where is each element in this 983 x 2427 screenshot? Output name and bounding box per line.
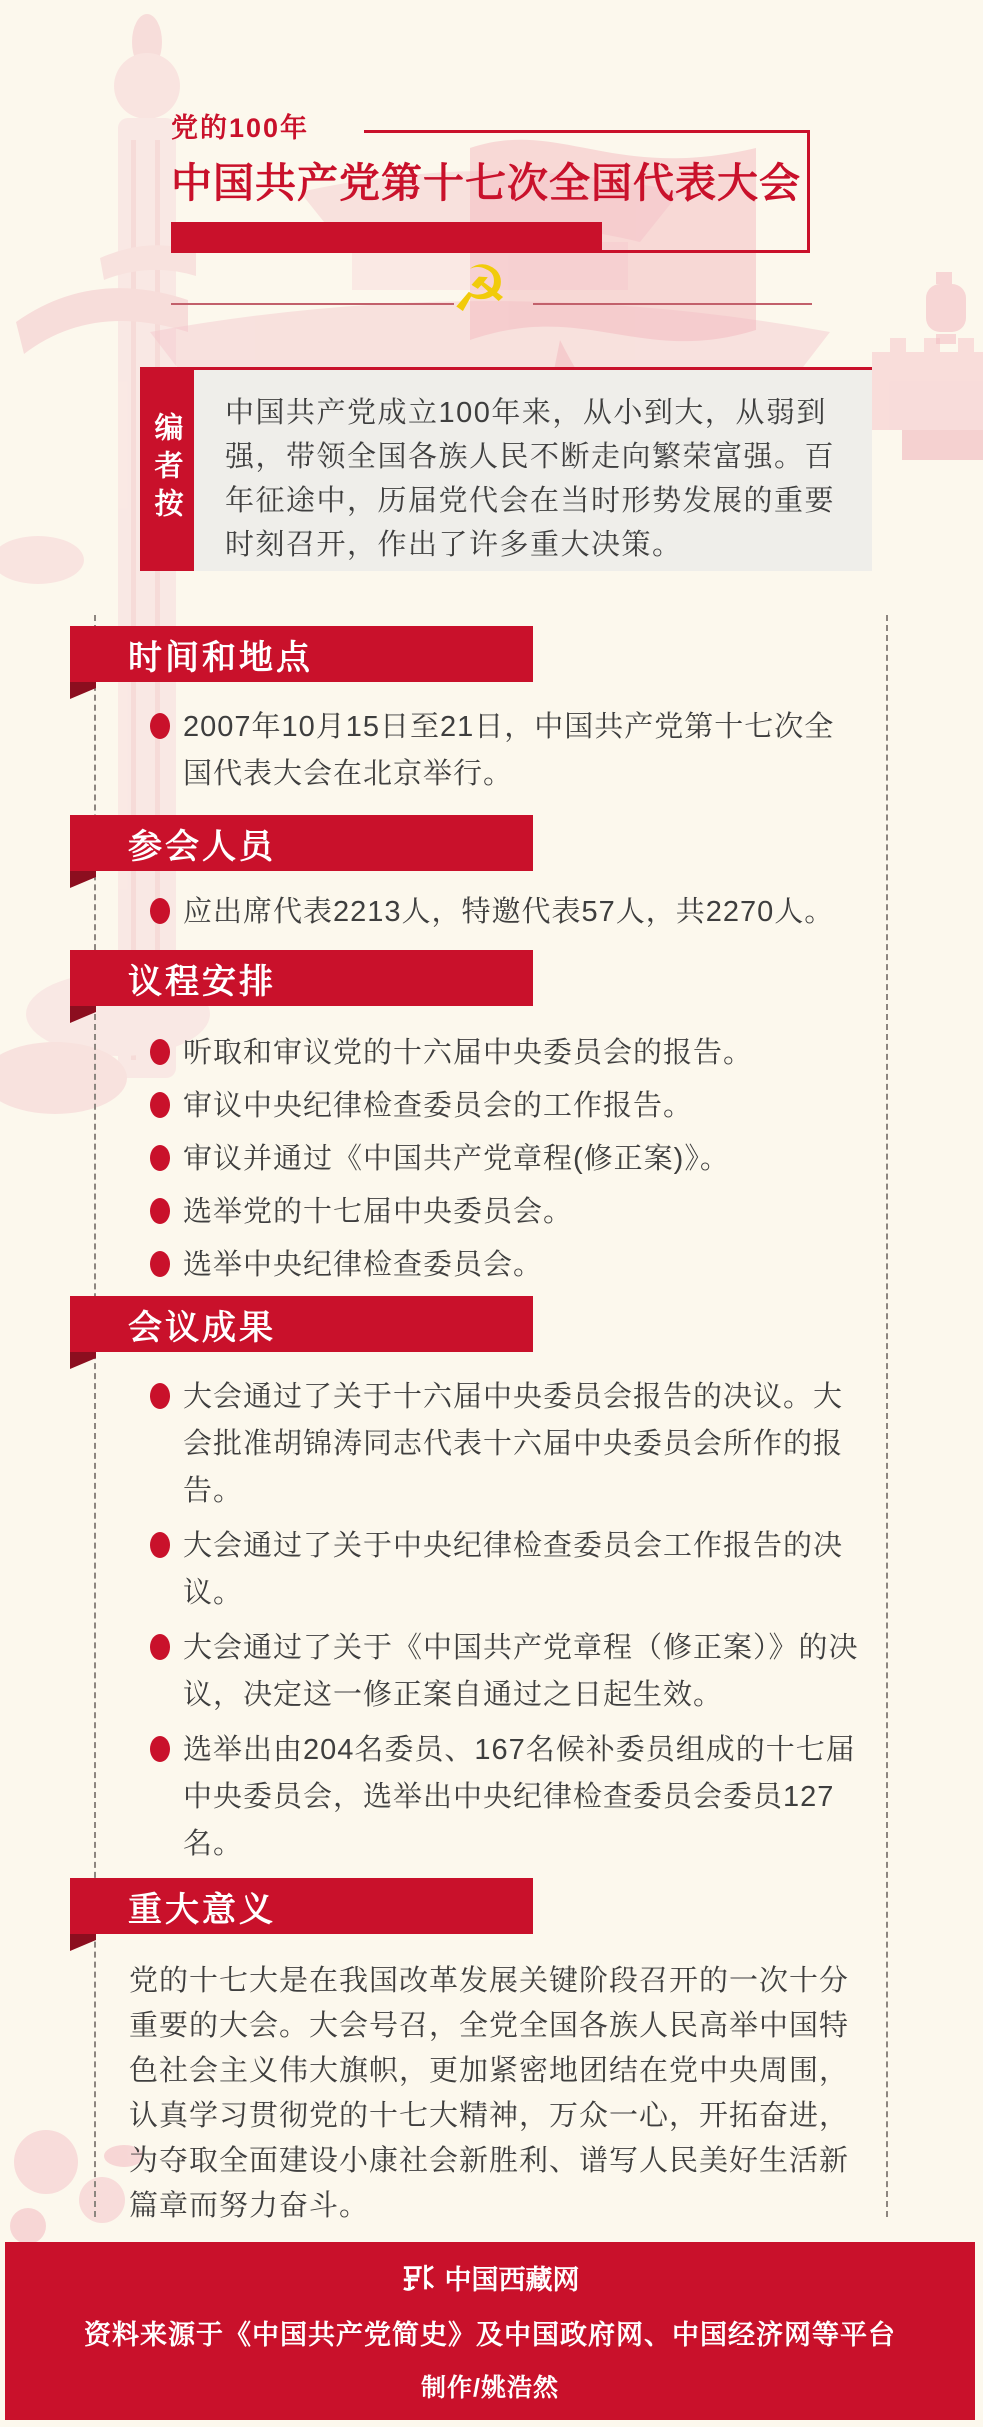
list-item-text: 大会通过了关于中央纪律检查委员会工作报告的决议。 xyxy=(183,1530,844,1609)
list-item xyxy=(150,1242,886,1289)
party-emblem-icon: ☭ xyxy=(451,253,509,327)
section-title: 会议成果 xyxy=(128,1308,276,1347)
section-participants xyxy=(96,815,886,936)
list-item xyxy=(150,1030,886,1077)
bullet-icon xyxy=(150,1092,170,1118)
list-item-text: 选举中央纪律检查委员会。 xyxy=(183,1249,544,1281)
list-item xyxy=(150,889,886,936)
significance-paragraph: 党的十七大是在我国改革发展关键阶段召开的一次十分重要的大会。大会号召，全党全国各族人民高举中国特色社会主义伟大旗帜，更加紧密地团结在党中央周围，认真学习贯彻党的十七大精神，万众一心，开拓奋进，为夺取全面建设小康社会新胜利、谱写人民美好生活新篇章而努力奋斗。 xyxy=(129,1965,850,2222)
section-title: 时间和地点 xyxy=(128,638,313,677)
editor-note-label: 编者按 xyxy=(150,412,183,526)
bullet-icon xyxy=(150,1039,170,1065)
site-logo-icon xyxy=(401,2261,435,2295)
bullet-icon xyxy=(150,1634,170,1660)
bullet-icon xyxy=(150,1532,170,1558)
bullet-icon xyxy=(150,1198,170,1224)
bullet-icon xyxy=(150,1736,170,1762)
content-area xyxy=(94,615,888,2222)
list-item-text: 大会通过了关于《中国共产党章程（修正案）》的决议，决定这一修正案自通过之日起生效。 xyxy=(183,1632,859,1711)
section-banner xyxy=(70,1296,533,1352)
list-item xyxy=(150,1625,886,1719)
bullet-icon xyxy=(150,1383,170,1409)
list-item-text: 听取和审议党的十六届中央委员会的报告。 xyxy=(183,1037,754,1069)
list-item-text: 审议中央纪律检查委员会的工作报告。 xyxy=(183,1090,694,1122)
title-underline-bar xyxy=(171,222,602,253)
list-item-text: 选举出由204名委员、167名候补委员组成的十七届中央委员会，选举出中央纪律检查委员会委员127名。 xyxy=(183,1734,856,1860)
list-item xyxy=(150,1136,886,1183)
editor-note-tab xyxy=(140,367,194,571)
bullet-icon xyxy=(150,1145,170,1171)
series-kicker: 党的100年 xyxy=(171,113,310,143)
editor-note-box xyxy=(194,367,872,571)
section-banner xyxy=(70,815,533,871)
section-outcomes xyxy=(96,1296,886,1868)
site-name: 中国西藏网 xyxy=(444,2265,580,2295)
page-title: 中国共产党第十七次全国代表大会 xyxy=(171,160,801,206)
list-item-text: 2007年10月15日至21日，中国共产党第十七次全国代表大会在北京举行。 xyxy=(183,711,835,790)
list-item-text: 审议并通过《中国共产党章程(修正案)》。 xyxy=(183,1143,730,1175)
maker-credit: 制作/姚浩然 xyxy=(421,2374,559,2402)
section-significance xyxy=(96,1878,886,2229)
list-item xyxy=(150,704,886,798)
list-item xyxy=(150,1083,886,1130)
list-item xyxy=(150,1189,886,1236)
list-item xyxy=(150,1727,886,1868)
bullet-icon xyxy=(150,713,170,739)
emblem-rule-right xyxy=(533,303,812,305)
bullet-icon xyxy=(150,1251,170,1277)
section-time-and-place xyxy=(96,626,886,798)
list-item xyxy=(150,1374,886,1515)
section-title: 参会人员 xyxy=(128,827,276,866)
list-item-text: 大会通过了关于十六届中央委员会报告的决议。大会批准胡锦涛同志代表十六届中央委员会所作的报告。 xyxy=(183,1381,844,1507)
source-credit: 资料来源于《中国共产党简史》及中国政府网、中国经济网等平台 xyxy=(84,2320,896,2350)
section-agenda xyxy=(96,950,886,1289)
kicker-rule-line xyxy=(364,130,810,133)
section-title: 议程安排 xyxy=(128,962,276,1001)
bullet-icon xyxy=(150,898,170,924)
section-title: 重大意义 xyxy=(128,1890,276,1929)
section-banner xyxy=(70,1878,533,1934)
section-banner xyxy=(70,626,533,682)
list-item xyxy=(150,1523,886,1617)
site-row xyxy=(401,2258,580,2297)
list-item-text: 应出席代表2213人，特邀代表57人，共2270人。 xyxy=(183,896,835,928)
title-frame-right-line xyxy=(807,130,810,253)
section-banner xyxy=(70,950,533,1006)
list-item-text: 选举党的十七届中央委员会。 xyxy=(183,1196,574,1228)
footer xyxy=(5,2242,975,2420)
editor-note-text: 中国共产党成立100年来，从小到大，从弱到强，带领全国各族人民不断走向繁荣富强。百年征途中，历届党代会在当时形势发展的重要时刻召开，作出了许多重大决策。 xyxy=(225,397,836,561)
emblem-rule-left xyxy=(171,303,454,305)
